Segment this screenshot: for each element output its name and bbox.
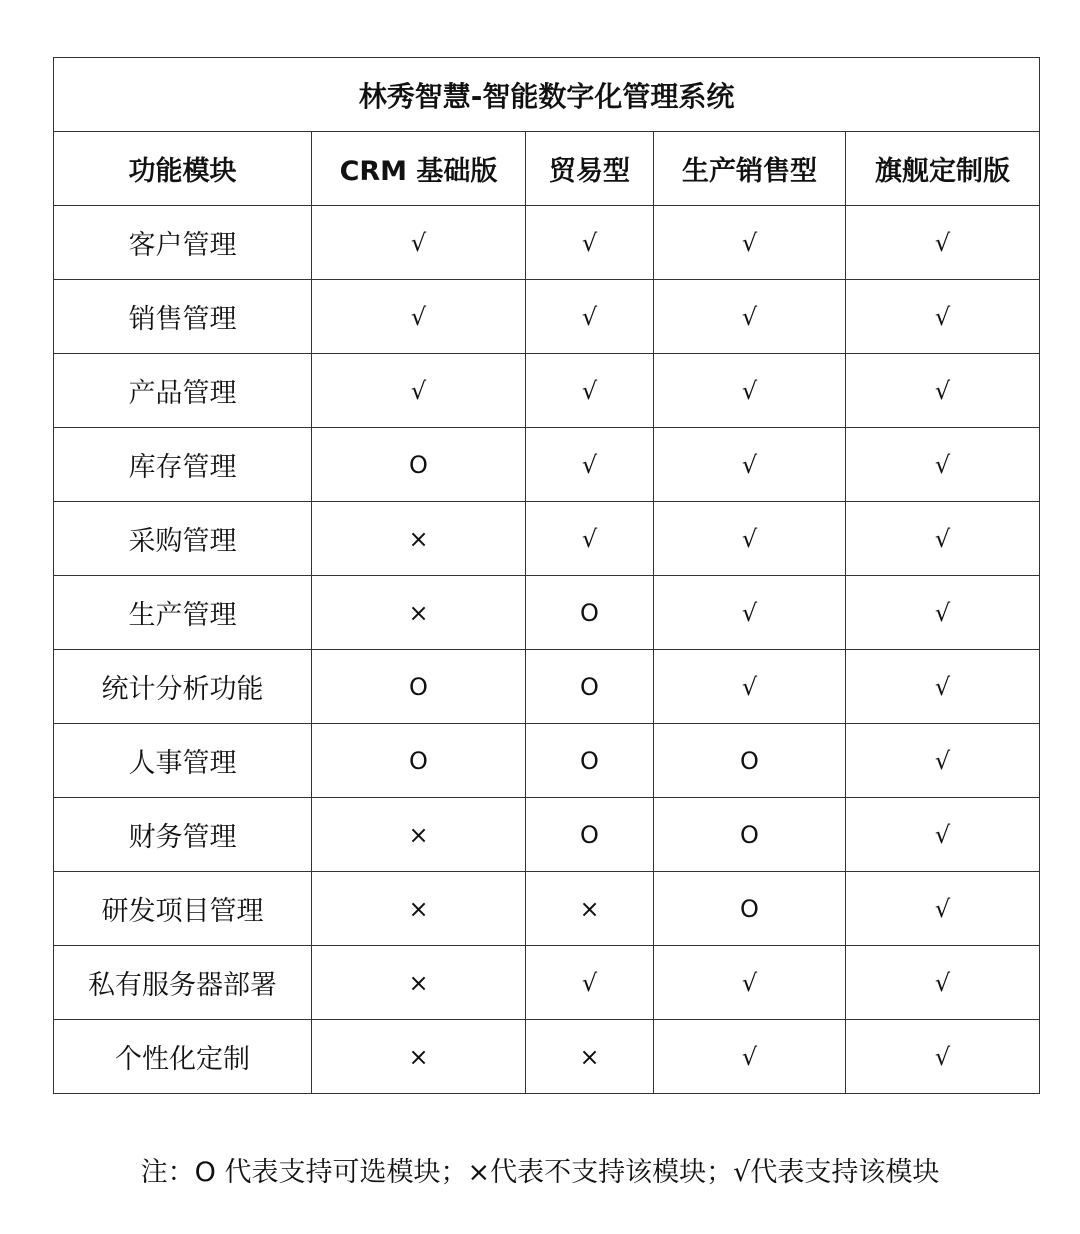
support-mark: √: [526, 354, 654, 428]
support-mark: √: [846, 724, 1040, 798]
support-mark: ×: [526, 872, 654, 946]
module-name: 产品管理: [54, 354, 312, 428]
legend-note: 注：O 代表支持可选模块；×代表不支持该模块；√代表支持该模块: [140, 1157, 940, 1188]
table-row: [54, 576, 1040, 650]
support-mark: O: [312, 724, 526, 798]
header-row: [54, 132, 1040, 206]
support-mark: √: [654, 428, 846, 502]
support-mark: O: [654, 872, 846, 946]
header-module: 功能模块: [54, 132, 312, 206]
support-mark: √: [312, 354, 526, 428]
support-mark: √: [846, 206, 1040, 280]
feature-comparison-table: [53, 57, 1040, 1094]
table-row: [54, 798, 1040, 872]
support-mark: √: [312, 280, 526, 354]
support-mark: √: [654, 354, 846, 428]
support-mark: √: [846, 946, 1040, 1020]
header-crm-basic: CRM 基础版: [312, 132, 526, 206]
support-mark: ×: [312, 502, 526, 576]
support-mark: √: [846, 354, 1040, 428]
support-mark: √: [654, 946, 846, 1020]
support-mark: O: [526, 798, 654, 872]
support-mark: √: [526, 206, 654, 280]
table-row: [54, 206, 1040, 280]
support-mark: √: [654, 280, 846, 354]
support-mark: √: [846, 1020, 1040, 1094]
support-mark: √: [654, 206, 846, 280]
support-mark: √: [846, 798, 1040, 872]
title-row: [54, 58, 1040, 132]
support-mark: √: [526, 428, 654, 502]
module-name: 研发项目管理: [54, 872, 312, 946]
support-mark: √: [654, 576, 846, 650]
support-mark: √: [526, 280, 654, 354]
module-name: 财务管理: [54, 798, 312, 872]
support-mark: O: [312, 650, 526, 724]
table-row: [54, 1020, 1040, 1094]
module-name: 采购管理: [54, 502, 312, 576]
header-trade: 贸易型: [526, 132, 654, 206]
module-name: 个性化定制: [54, 1020, 312, 1094]
table-row: [54, 428, 1040, 502]
support-mark: ×: [312, 576, 526, 650]
table-row: [54, 650, 1040, 724]
support-mark: ×: [526, 1020, 654, 1094]
support-mark: ×: [312, 872, 526, 946]
module-name: 生产管理: [54, 576, 312, 650]
support-mark: √: [654, 502, 846, 576]
support-mark: O: [526, 724, 654, 798]
support-mark: √: [846, 428, 1040, 502]
module-name: 客户管理: [54, 206, 312, 280]
support-mark: √: [846, 576, 1040, 650]
support-mark: √: [526, 946, 654, 1020]
support-mark: ×: [312, 946, 526, 1020]
header-production-sales: 生产销售型: [654, 132, 846, 206]
support-mark: √: [846, 872, 1040, 946]
support-mark: O: [654, 798, 846, 872]
support-mark: ×: [312, 798, 526, 872]
support-mark: √: [846, 650, 1040, 724]
table-row: [54, 354, 1040, 428]
table-row: [54, 724, 1040, 798]
support-mark: O: [526, 650, 654, 724]
support-mark: √: [654, 1020, 846, 1094]
module-name: 人事管理: [54, 724, 312, 798]
module-name: 私有服务器部署: [54, 946, 312, 1020]
module-name: 统计分析功能: [54, 650, 312, 724]
support-mark: √: [846, 502, 1040, 576]
table-title: 林秀智慧-智能数字化管理系统: [54, 58, 1040, 132]
support-mark: √: [654, 650, 846, 724]
table-row: [54, 872, 1040, 946]
header-flagship-custom: 旗舰定制版: [846, 132, 1040, 206]
table-row: [54, 280, 1040, 354]
support-mark: √: [526, 502, 654, 576]
module-name: 销售管理: [54, 280, 312, 354]
table-row: [54, 502, 1040, 576]
support-mark: O: [654, 724, 846, 798]
support-mark: O: [312, 428, 526, 502]
support-mark: O: [526, 576, 654, 650]
module-name: 库存管理: [54, 428, 312, 502]
table-row: [54, 946, 1040, 1020]
support-mark: √: [846, 280, 1040, 354]
support-mark: ×: [312, 1020, 526, 1094]
support-mark: √: [312, 206, 526, 280]
